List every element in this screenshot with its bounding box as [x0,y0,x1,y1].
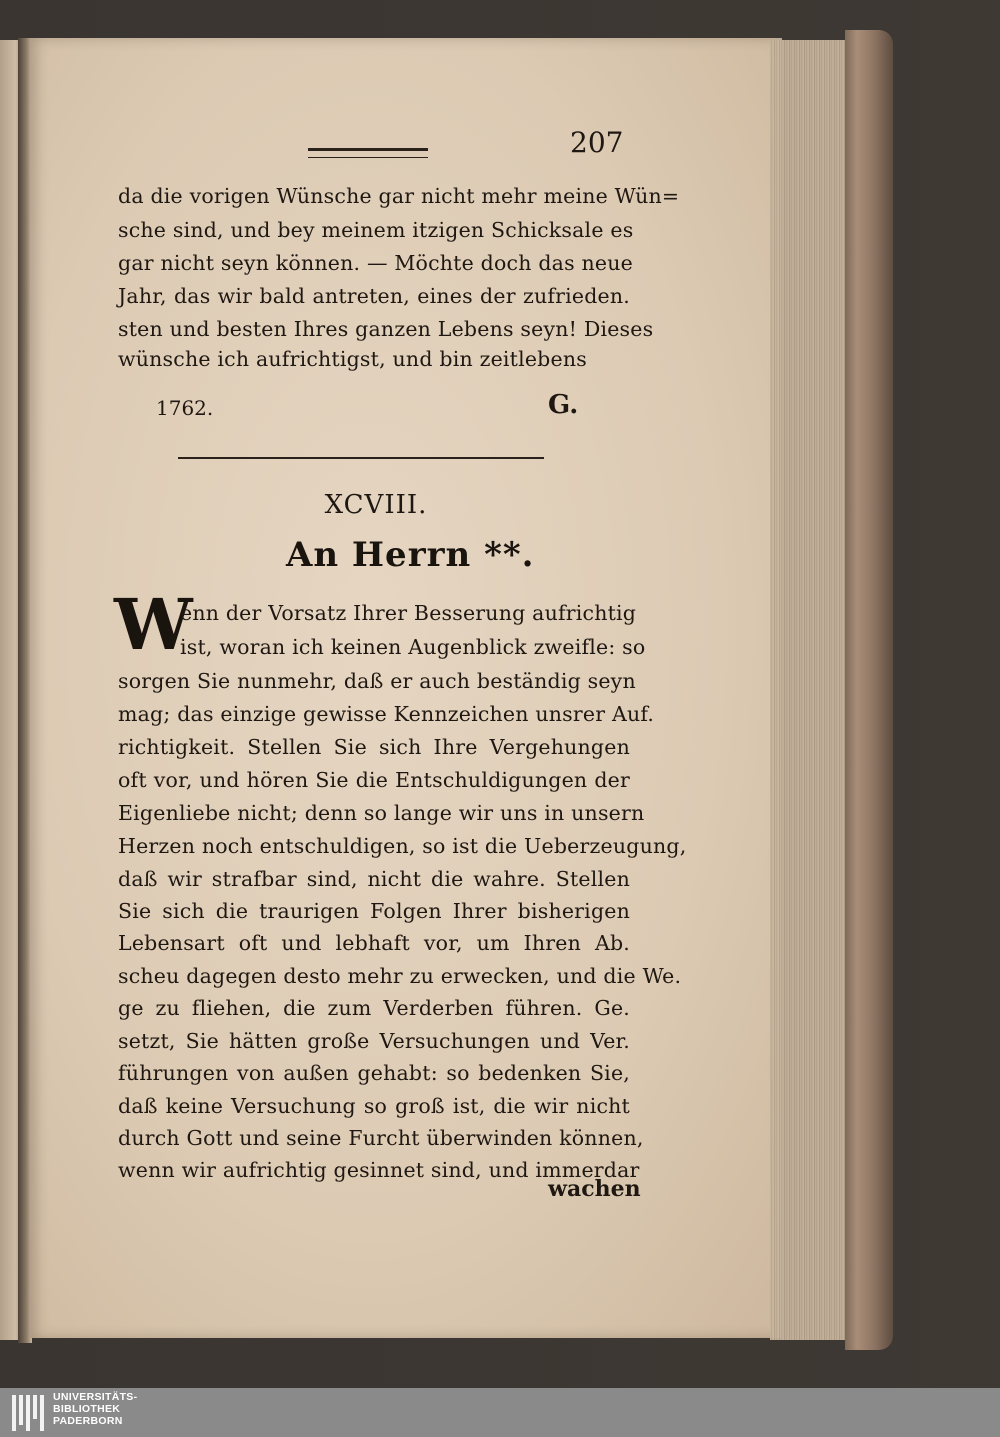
page-number: 207 [570,126,624,159]
text-line: mag; das einzige gewisse Kennzeichen unsrer Auf. [118,702,655,726]
section-heading: An Herrn **. [286,535,535,575]
library-name-line2: BIBLIOTHEK [53,1403,121,1415]
text-line: Lebensart oft und lebhaft vor, um Ihren Ab. [118,931,630,955]
section-number: XCVIII. [324,490,428,520]
text-line: führungen von außen gehabt: so bedenken Sie, [118,1061,630,1085]
text-line: daß wir strafbar sind, nicht die wahre. Stellen [118,867,630,891]
text-line: oft vor, und hören Sie die Entschuldigungen der [118,768,630,792]
text-line: enn der Vorsatz Ihrer Besserung aufrichtig [180,601,637,625]
text-line: ist, woran ich keinen Augenblick zweifle: so [180,635,646,659]
book-cover-edge [845,30,893,1350]
library-name [53,1391,137,1427]
text-line: richtigkeit. Stellen Sie sich Ihre Vergehungen [118,735,630,759]
text-line: Eigenliebe nicht; denn so lange wir uns in unsern [118,801,645,825]
text-line: Jahr, das wir bald antreten, eines der zufrieden. [118,284,630,308]
text-line: da die vorigen Wünsche gar nicht mehr meine Wün= [118,184,680,208]
section-divider [178,457,544,459]
library-name-line3: PADERBORN [53,1415,123,1427]
library-footer [0,1388,1000,1437]
text-line: gar nicht seyn können. — Möchte doch das neue [118,251,633,275]
library-logo-icon [12,1395,46,1431]
text-line: sten und besten Ihres ganzen Lebens seyn! Dieses [118,317,654,341]
drop-cap: W [114,583,193,666]
text-line: ge zu fliehen, die zum Verderben führen. Ge. [118,996,630,1020]
text-line: wünsche ich aufrichtigst, und bin zeitlebens [118,347,587,371]
library-name-line1: UNIVERSITÄTS- [53,1391,138,1403]
text-line: durch Gott und seine Furcht überwinden können, [118,1126,644,1150]
running-head-rule [308,148,428,158]
letter-year: 1762. [156,396,214,420]
text-line: daß keine Versuchung so groß ist, die wir nicht [118,1094,630,1118]
text-line: sche sind, und bey meinem itzigen Schicksale es [118,218,634,242]
text-line: Sie sich die traurigen Folgen Ihrer bisherigen [118,899,630,923]
text-line: setzt, Sie hätten große Versuchungen und Ver. [118,1029,630,1053]
text-line: scheu dagegen desto mehr zu erwecken, und die We. [118,964,682,988]
letter-signature: G. [548,390,579,420]
catchword: wachen [548,1176,641,1202]
text-line: wenn wir aufrichtig gesinnet sind, und immerdar [118,1158,640,1182]
text-line: Herzen noch entschuldigen, so ist die Ueberzeugung, [118,834,687,858]
text-line: sorgen Sie nunmehr, daß er auch beständig seyn [118,669,636,693]
page-edges [770,40,848,1340]
